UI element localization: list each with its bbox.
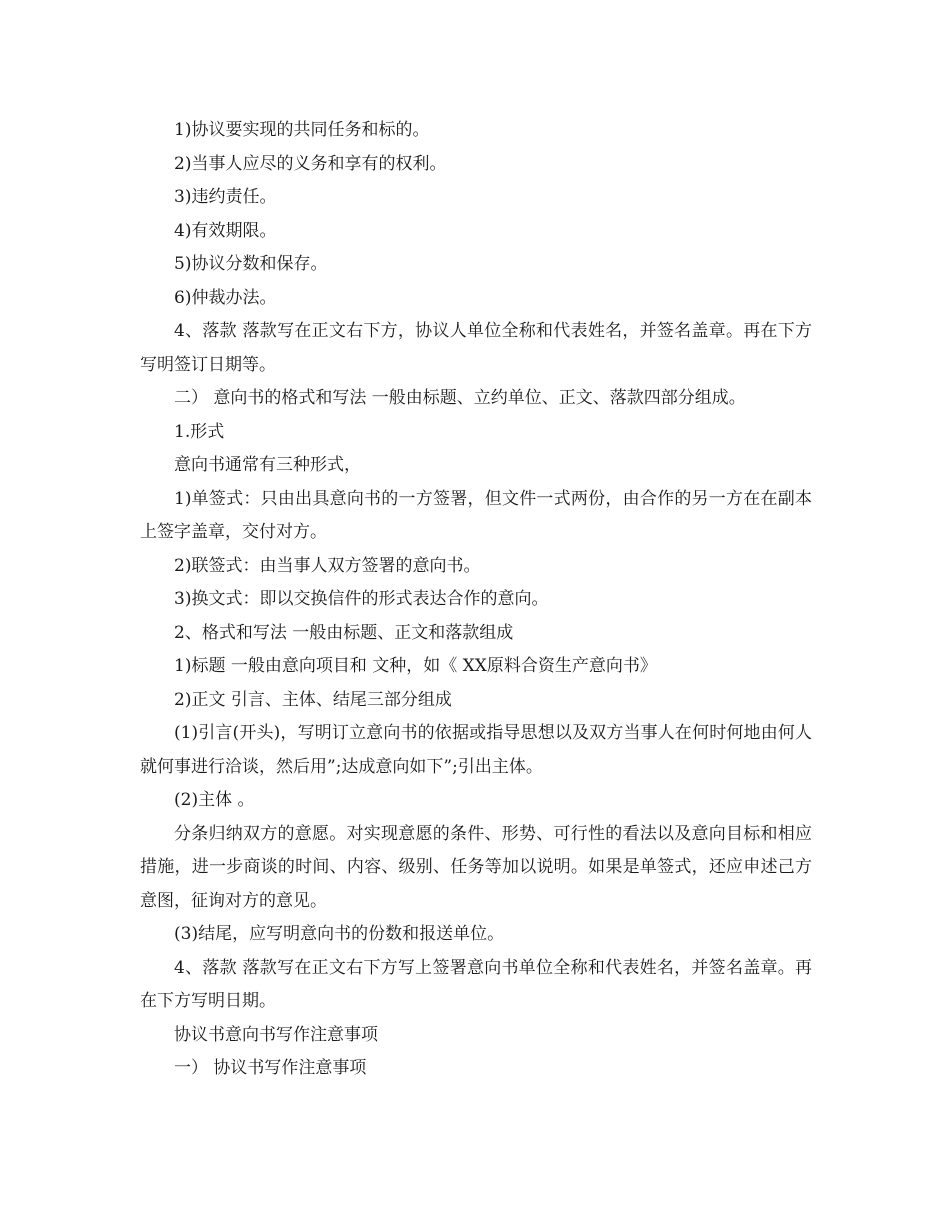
subheading-agreement-notes: 一） 协议书写作注意事项: [174, 1058, 367, 1078]
subheading-format-and-writing: 2、格式和写法 一般由标题、正文和落款组成: [174, 622, 514, 643]
list-item-obligations: 2)当事人应尽的义务和享有的权利。: [174, 153, 447, 174]
list-item-title: 1)标题 一般由意向项目和 文种，如《 XX原料合资生产意向书》: [174, 656, 657, 676]
list-item-validity: 4)有效期限。: [174, 220, 277, 241]
list-item-joint-sign: 2)联签式：由当事人双方签署的意向书。: [174, 555, 481, 576]
paragraph-agreement-signature: 4、落款 落款写在正文右下方，协议人单位全称和代表姓名，并签名盖章。再在下方写明签订日期等。: [140, 321, 812, 375]
list-item-main-body: (2)主体 。: [174, 790, 255, 810]
paragraph-main-body-detail: 分条归纳双方的意愿。对实现意愿的条件、形势、可行性的看法以及意向目标和相应措施，进一步商谈的时间、内容、级别、任务等加以说明。如果是单签式，还应申述己方意图，征询对方的意见。: [140, 823, 812, 911]
list-item-task: 1)协议要实现的共同任务和标的。: [174, 120, 430, 140]
paragraph-three-forms: 意向书通常有三种形式，: [174, 455, 361, 475]
subheading-form: 1.形式: [174, 421, 225, 442]
list-item-ending: (3)结尾，应写明意向书的份数和报送单位。: [174, 924, 505, 944]
section-heading-notes: 协议书意向书写作注意事项: [174, 1024, 378, 1045]
list-item-introduction: (1)引言(开头)，写明订立意向书的依据或指导思想以及双方当事人在何时何地由何人就何事进行洽谈，然后用”;达成意向如下”;引出主体。: [140, 723, 812, 777]
document-body: [140, 114, 812, 1086]
list-item-exchange: 3)换文式：即以交换信件的形式表达合作的意向。: [174, 589, 549, 609]
list-item-arbitration: 6)仲裁办法。: [174, 287, 277, 308]
list-item-body: 2)正文 引言、主体、结尾三部分组成: [174, 689, 452, 710]
list-item-single-sign: 1)单签式：只由出具意向书的一方签署，但文件一式两份，由合作的另一方在在副本上签字盖章，交付对方。: [140, 488, 812, 542]
list-item-copies: 5)协议分数和保存。: [174, 254, 328, 274]
paragraph-intent-signature: 4、落款 落款写在正文右下方写上签署意向书单位全称和代表姓名，并签名盖章。再在下方写明日期。: [140, 957, 812, 1011]
section-heading-letter-of-intent-format: 二） 意向书的格式和写法 一般由标题、立约单位、正文、落款四部分组成。: [174, 388, 746, 408]
list-item-liability: 3)违约责任。: [174, 187, 277, 207]
